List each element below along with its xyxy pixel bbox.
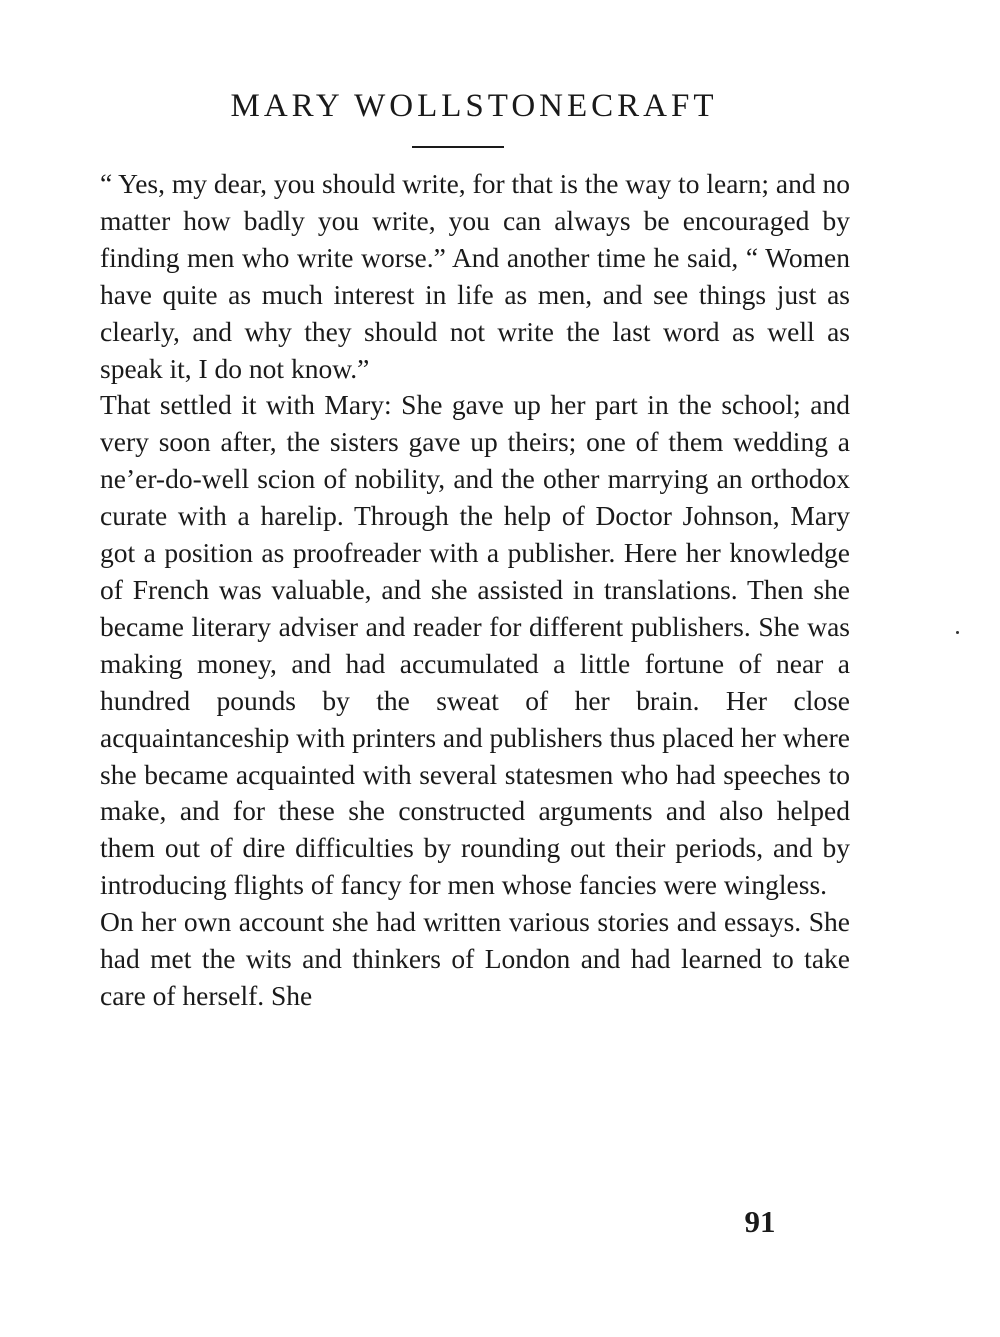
- scan-speck: [956, 631, 959, 634]
- title-rule: [412, 146, 504, 148]
- paragraph-2: That settled it with Mary: She gave up her part in the school; and very soon after, the sisters gave up theirs; one of them wedding a ne’er-do-well scion of nobility, and the other marrying an orthodox curate with a harelip. Through the help of Doctor Johnson, Mary got a position as proofreader with a publisher. Here her knowledge of French was valuable, and she assisted in translations. Then she became literary adviser and reader for different publishers. She was making money, and had accumulated a little fortune of near a hundred pounds by the sweat of her brain. Her close acquaintanceship with printers and publishers thus placed her where she became acquainted with several statesmen who had speeches to make, and for these she constructed arguments and also helped them out of dire difficulties by rounding out their periods, and by introducing flights of fancy for men whose fancies were wingless.: [100, 389, 850, 901]
- running-title: MARY WOLLSTONECRAFT: [230, 88, 718, 124]
- paragraph-1: “ Yes, my dear, you should write, for that is the way to learn; and no matter how badly you write, you can always be encouraged by finding men who write worse.” And another time he said, “ Women have quite as much interest in life as men, and see things just as clearly, and why they should not write the last word as well as speak it, I do not know.”: [100, 168, 850, 384]
- paragraph-3: On her own account she had written various stories and essays. She had met the wits and thinkers of London and had learned to take care of herself. She: [100, 906, 850, 1011]
- body-text: [100, 166, 850, 1015]
- page-number: 91: [744, 1204, 776, 1239]
